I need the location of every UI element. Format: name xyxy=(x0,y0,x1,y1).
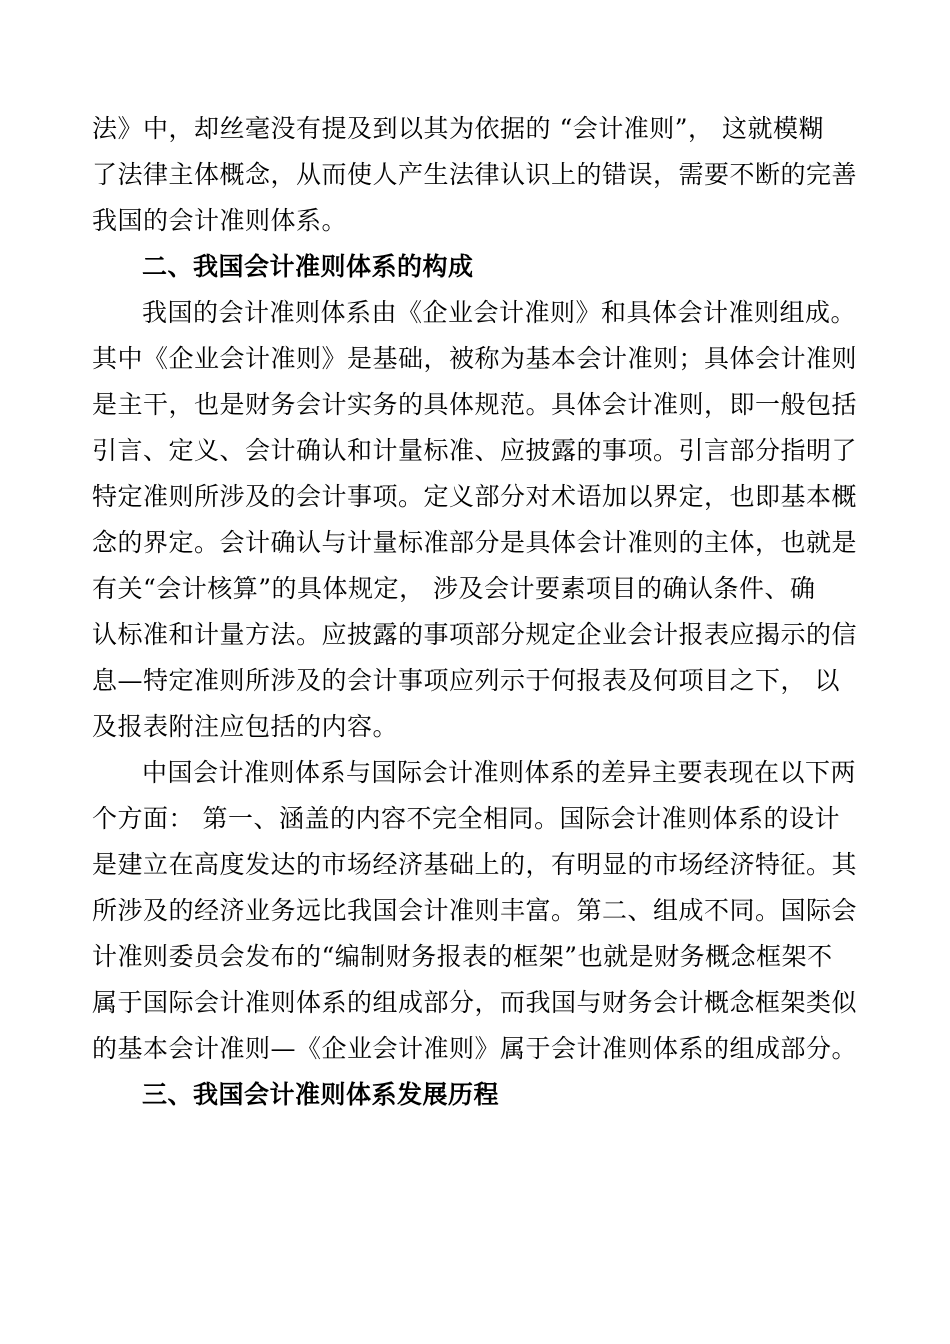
text-line: 计准则委员会发布的“编制财务报表的框架”也就是财务概念框架不 xyxy=(92,942,833,971)
text-line: 及报表附注应包括的内容。 xyxy=(92,712,399,741)
section-heading-2: 二、我国会计准则体系的构成 xyxy=(142,252,474,281)
difference-paragraph xyxy=(92,750,862,1072)
text-line: 其中《企业会计准则》是基础，被称为基本会计准则；具体会计准则 xyxy=(92,344,858,373)
text-line: 认标准和计量方法。应披露的事项部分规定企业会计报表应揭示的信 xyxy=(92,620,858,649)
text-line: 念的界定。会计确认与计量标准部分是具体会计准则的主体，也就是 xyxy=(92,528,858,557)
text-line: 引言、定义、会计确认和计量标准、应披露的事项。引言部分指明了 xyxy=(92,436,858,465)
intro-paragraph xyxy=(92,106,862,244)
text-line: 息—特定准则所涉及的会计事项应列示于何报表及何项目之下， 以 xyxy=(92,666,840,695)
text-line: 有关“会计核算”的具体规定， 涉及会计要素项目的确认条件、确 xyxy=(92,574,816,603)
text-line: 是主干，也是财务会计实务的具体规范。具体会计准则，即一般包括 xyxy=(92,390,858,419)
text-line: 个方面： 第一、涵盖的内容不完全相同。国际会计准则体系的设计 xyxy=(92,804,840,833)
text-line: 是建立在高度发达的市场经济基础上的，有明显的市场经济特征。其 xyxy=(92,850,858,879)
section-heading-3: 三、我国会计准则体系发展历程 xyxy=(142,1080,500,1109)
document-body xyxy=(92,106,862,1118)
text-line: 了法律主体概念，从而使人产生法律认识上的错误，需要不断的完善 xyxy=(92,160,858,189)
text-line: 中国会计准则体系与国际会计准则体系的差异主要表现在以下两 xyxy=(142,758,857,787)
text-line: 我国的会计准则体系由《企业会计准则》和具体会计准则组成。 xyxy=(142,298,857,327)
text-line: 属于国际会计准则体系的组成部分，而我国与财务会计概念框架类似 xyxy=(92,988,858,1017)
text-line: 法》中，却丝毫没有提及到以其为依据的 “会计准则”， 这就模糊 xyxy=(92,114,824,143)
text-line: 的基本会计准则—《企业会计准则》属于会计准则体系的组成部分。 xyxy=(92,1034,858,1063)
composition-paragraph xyxy=(92,290,862,750)
text-line: 特定准则所涉及的会计事项。定义部分对术语加以界定，也即基本概 xyxy=(92,482,858,511)
text-line: 所涉及的经济业务远比我国会计准则丰富。第二、组成不同。国际会 xyxy=(92,896,858,925)
text-line: 我国的会计准则体系。 xyxy=(92,206,348,235)
